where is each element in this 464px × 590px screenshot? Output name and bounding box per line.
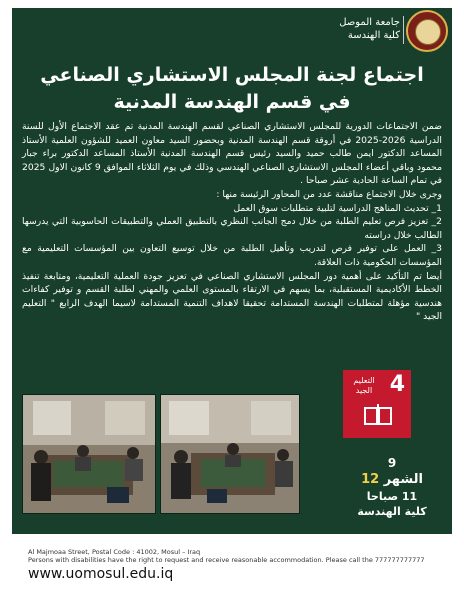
month-number: 12 [361, 472, 380, 487]
list-item: 2_ تعزيز فرص تعليم الطلبة من خلال دمج الجانب النظري بالتطبيق العملي والتطبيقات الحاسوبية التي يدرسها الطالب خلال دراسته [22, 216, 442, 241]
article-body [22, 120, 442, 324]
header-text [339, 16, 400, 42]
footer-accessibility: Persons with disabilities have the right to request and receive reasonable accommodation. Please call the 777777777777 [28, 556, 425, 564]
axes-intro: وجرى خلال الاجتماع مناقشة عدد من المحاور الرئيسة منها : [216, 188, 442, 200]
header-divider [403, 16, 404, 44]
list-item: 3_ العمل على توفير فرص لتدريب وتأهيل الطلبة من خلال توسيع التعاون بين المؤسسات التعليمية مع المؤسسات الحكومية ذات العلاقة. [22, 243, 442, 268]
list-item: 1_ تحديث المناهج الدراسية لتلبية متطلبات سوق العمل [233, 202, 442, 214]
sdg-label: التعليم الجيد [353, 376, 375, 395]
event-time: 11 صباحا [366, 490, 418, 503]
sdg-number: 4 [389, 372, 405, 397]
university-name: جامعة الموصل [339, 17, 400, 28]
university-seal-icon [406, 10, 448, 52]
event-venue: كلية الهندسة [357, 505, 427, 518]
footer-address: Al Majmoaa Street, Postal Code : 41002, Mosul – Iraq [28, 548, 201, 556]
event-day: 9 [387, 456, 397, 470]
footer-url[interactable]: www.uomosul.edu.iq [28, 566, 174, 582]
month-word: الشهر [383, 472, 423, 487]
sdg-goal-badge [343, 370, 411, 438]
meeting-photo-right [160, 394, 300, 514]
event-details [342, 455, 442, 519]
event-month [342, 471, 442, 489]
page-title: اجتماع لجنة المجلس الاستشاري الصناعي في قسم الهندسة المدنية [40, 64, 424, 113]
meeting-photo-left [22, 394, 156, 514]
intro-paragraph: ضمن الاجتماعات الدورية للمجلس الاستشاري الصناعي لقسم الهندسة المدنية تم عقد الاجتماع الأول للسنة الدراسية 2026-2025 في أروقة قسم الهندسة المدنية وبحضور السيد معاون العميد للشؤون العلمية الأستاذ المساعد الدكتور ايمن طالب حميد والسيد رئيس قسم الهندسة المدنية الأستاذ المساعد الدكتور براء جبار محمود وباقي أعضاء المجلس الاستشاري الصناعي الهندسي وذلك في يوم الثلاثاء الموافق 9 كانون الاول 2025 في تمام الساعة الحادية عشر صباحا . [22, 121, 442, 187]
college-name: كلية الهندسة [347, 30, 400, 41]
news-poster [12, 8, 452, 534]
conclusion-paragraph: أيضا تم التأكيد على أهمية دور المجلس الاستشاري الصناعي في تعزيز جودة العملية التعليمية، ومتابعة تنفيذ الخطط الأكاديمية المستقبلية، بما يسهم في الارتقاء بالمستوى العلمي والمهني لطلبة القسم و توفير كفاءات هندسية مؤهلة لمتطلبات الهندسة المستدامة تحقيقا لاهداف التنمية المستدامة لاسيما الهدف الرابع " التعليم الجيد " [22, 270, 442, 323]
open-book-icon [363, 404, 393, 426]
